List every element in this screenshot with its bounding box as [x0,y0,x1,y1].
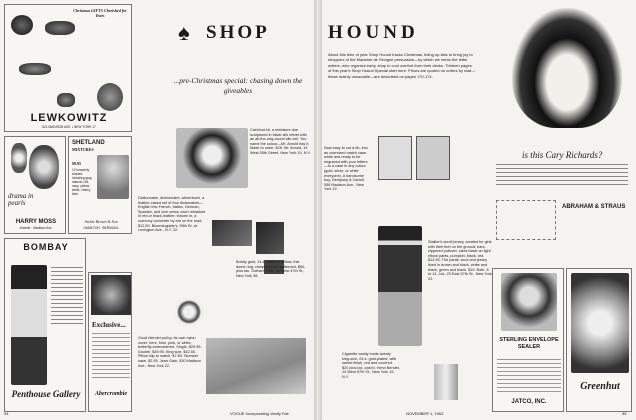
exclusive-text-block [92,333,130,381]
jatco-brand: JATCO, INC. [511,399,547,405]
brooch-image [11,15,33,35]
shetland-sub: MIXTURES [72,147,94,152]
blanket-photo [206,338,306,394]
lewkowitz-brand: LEWKOWITZ [30,112,108,124]
item-blanket-text: Good blender policy, its own nylon cover, here, blue, pink, or white, butterfly-embroidered. Single, $29.95. Double, $39.95. King size, $42.50. Pillow slip to match, $7.50. Slumber case, $2.95. Jean Gale, 530 Madison Ave., New York 22. [138,336,202,368]
exclusive-title: Exclusive... [92,321,126,329]
shetland-title: SHETLAND [72,140,105,146]
item-caddy-text: Cigarette caddy holds twenty king-size; 24-k. gold-plated, with swivel finish, red and covered. $20 plus tax, post'd. Henri Bendel, 10 West 57th St., New York 19, N.Y. [342,352,400,379]
shop-hound-subtitle: ...pre-Christmas special: chasing down the giveables [173,76,303,95]
hooded-model-photo [176,128,248,188]
ruffle-sweater-photo [571,273,629,373]
woman-portrait-photo [512,8,622,128]
dictionary-case-photo [212,220,252,246]
sterling-text-block [497,359,561,395]
exclusive-ad [88,272,132,412]
harry-moss-brand: HARRY MOSS [15,219,57,225]
left-page [0,0,314,420]
lewkowitz-ad [4,4,132,132]
caddy-photo [434,364,458,400]
bombay-ad [4,238,86,412]
pearl-earrings-image [11,143,27,173]
left-page-number: 94 [4,411,9,416]
model-dress-photo [11,265,47,385]
pin-image [45,21,75,35]
item-ring-text: Bobby gold, 14-k. white or yellow, this dome ring, chequerboard-patterned, $60, plus tax. Gotham Gifts, 11 West 47th St., New York 36. [236,260,306,278]
right-page [322,0,636,420]
binding-gutter [314,0,322,420]
bracelet-image [19,63,51,75]
ring-photo [174,296,204,328]
sterling-title: STERLING ENVELOPE SEALER [499,337,559,350]
item-matchcase-text: Now easy to cut a rib, into an oversized match case, white and ready to be engraved with your letters—to a case in any colour (gold, silver, or white everyone). A handsome buy. Dempsey & Carroll, 556 Madison Ave., New York 22. [324,146,368,192]
harry-moss-ad [4,136,66,234]
shetland-lines: 12 heavenly shades including gray, natural, red, navy, yellow, white, cherry, blue [72,168,93,196]
jersey-model-photo [378,226,422,346]
greenhut-brand: Greenhut [580,381,620,392]
lewkowitz-address: 521 MADISON AVE. • NEW YORK 17 [42,125,96,129]
matchcase-photo-2 [416,136,450,180]
abraham-straus-brand: ABRAHAM & STRAUS [562,204,626,210]
right-page-number: 95 [622,411,627,416]
shetland-ad [68,136,132,234]
exclusive-brand: Abercrombie [95,391,127,397]
earring-image [57,93,75,107]
matchcase-photo-1 [378,136,412,180]
as-text-block [496,164,628,188]
shop-hound-title-right: HOUND [328,22,419,43]
shop-hound-intro: About this time of year Shop Hound tracks Christmas, tiding up-lists to bring joy to shoppers of the Madame de Sévigné persuasion—by which we mean the letter writers, who organize early, shop in cool comfort from their desks. Thirteen pages of this year's Shop Hound Special start here. Prices are quoted on orders by mail—these mainly unusuable—are described on pages 170-174. [328,52,476,79]
pearl-necklace-image [29,145,59,189]
cary-richards-headline: is this Cary Richards? [522,150,603,160]
bombay-text-block [51,267,83,327]
shop-hound-dog-icon: ♠ [178,20,190,45]
sealer-model-photo [501,273,557,331]
left-page-footer: VOGUE Incorporating Vanity Fair [230,411,289,416]
sterling-sealer-ad [492,268,564,412]
item-cap-text: Cat'sfoot kit, a miniature doe sculptured in black silk velvet with an all-the-way-round silk veil. You name the colour—Mr. Arnold has it. Made to order. $25. Mr. Arnold, 19 West 55th Street, New York 19, N.Y. [250,128,311,155]
drama-tag: drama in pearls [8,192,34,207]
shop-hound-title-left: SHOP [206,22,270,43]
harry-moss-details: Jeweler · Madison Ave. [19,226,53,230]
right-page-footer: NOVEMBER 1, 1963 [406,411,444,416]
item-jersey-text: Stalker's scroll jersey, created for girls with their feet on the ground; bark-zippered pullover, sizes black on light elbow pants, pumpkin, black, red. $14.95. The pants, wool and jersey lined in brown and black, white and black, green and black. $15. Both. 8 to 14. Jax, 23 East 57th St., New York 22. [428,240,492,281]
as-coupon-block [496,200,556,240]
cameo-image [97,83,123,111]
abraham-straus-ad [492,4,632,264]
shetland-price: $9.95 [72,161,81,166]
lewkowitz-header: Christmas GIFTS Cherished for Years [73,8,127,18]
bombay-brand: BOMBAY [23,242,69,252]
sweater-photo [97,155,129,199]
penthouse-gallery-logo: Penthouse Gallery [11,389,81,399]
shetland-city: HAMILTON · BERMUDA [83,226,119,230]
dictionary-book-photo [256,222,284,254]
shetland-brand: Archie Brown & Son [84,219,118,224]
item-dictionary-text: Dictionnaire, dictionnaire, wirkerbuch, a leather-cased set of four dictionaries—English into French, Italian, German, Spanish, and vice versa; each miniature in red or black leather; thrown in, a currency converter by ear on the road. $12.50. Bloomingdale's, 59th St. at Lexington Ave., N.Y. 22. [138,196,206,233]
greenhut-ad [566,268,632,412]
silverware-photo [91,275,131,315]
